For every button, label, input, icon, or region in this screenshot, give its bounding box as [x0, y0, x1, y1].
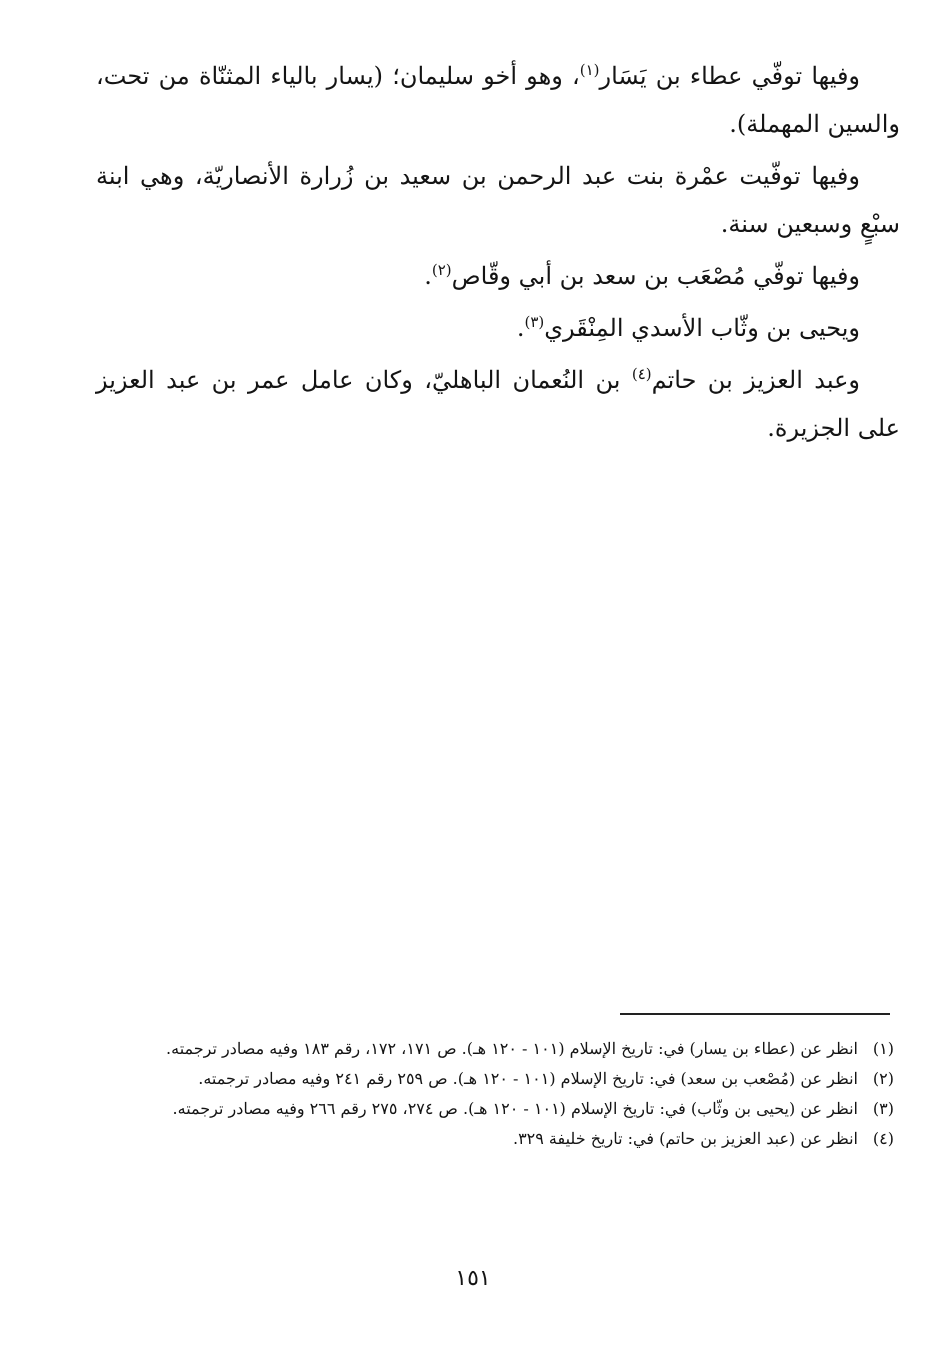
- footnote-reference-3[interactable]: (٣): [524, 313, 545, 331]
- footnote-number: (٤): [872, 1129, 894, 1148]
- footnote-1: [86, 1034, 894, 1064]
- paragraph-text: .: [424, 262, 432, 290]
- footnote-3: [86, 1094, 894, 1124]
- paragraph-yahya-ibn-wathab: [96, 304, 900, 352]
- footnote-text: انظر عن (عطاء بن يسار) في: تاريخ الإسلام (١٠١ - ١٢٠ هـ). ص ١٧١، ١٧٢، رقم ١٨٣ وفيه مصادر ترجمته.: [166, 1039, 858, 1058]
- paragraph-text: وفيها توفّي مُصْعَب بن سعد بن أبي وقّاص: [451, 262, 860, 290]
- footnote-text: انظر عن (عبد العزيز بن حاتم) في: تاريخ خليفة ٣٢٩.: [512, 1129, 858, 1148]
- footnote-reference-1[interactable]: (١): [579, 61, 600, 79]
- paragraph-abd-al-aziz-ibn-hatim: [96, 356, 900, 452]
- footnote-4: [86, 1124, 894, 1154]
- paragraph-musab-ibn-saad: [96, 252, 900, 300]
- paragraph-text: وعبد العزيز بن حاتم: [651, 366, 860, 394]
- footnote-separator: [620, 1013, 890, 1015]
- paragraph-amra-bint-abd-al-rahman: [96, 152, 900, 248]
- footnote-reference-4[interactable]: (٤): [631, 365, 652, 383]
- footnote-number: (١): [872, 1039, 894, 1058]
- paragraph-text: ، وهو أخو سليمان؛ (يسار بالياء المثنّاة من تحت، والسين المهملة).: [96, 62, 900, 138]
- paragraph-text: بن النُعمان الباهليّ، وكان عامل عمر بن عبد العزيز على الجزيرة.: [96, 366, 900, 442]
- main-text: [96, 52, 900, 456]
- paragraph-text: وفيها توفّيت عمْرة بنت عبد الرحمن بن سعيد بن زُرارة الأنصاريّة، وهي ابنة سبْعٍ وسبعين سنة.: [96, 162, 900, 238]
- footnote-number: (٢): [872, 1069, 894, 1088]
- paragraph-text: ويحيى بن وثّاب الأسدي المِنْقَري: [544, 314, 860, 342]
- page-number: ١٥١: [455, 1266, 491, 1291]
- paragraph-text: وفيها توفّي عطاء بن يَسَار: [599, 62, 860, 90]
- paragraph-text: .: [516, 314, 525, 342]
- footnote-2: [86, 1064, 894, 1094]
- footnote-number: (٣): [872, 1099, 894, 1118]
- footnote-text: انظر عن (مُصْعب بن سعد) في: تاريخ الإسلام (١٠١ - ١٢٠ هـ). ص ٢٥٩ رقم ٢٤١ وفيه مصادر ترجمته.: [198, 1069, 858, 1088]
- paragraph-ata-ibn-yasar: [96, 52, 900, 148]
- footnote-text: انظر عن (يحيى بن وثّاب) في: تاريخ الإسلام (١٠١ - ١٢٠ هـ). ص ٢٧٤، ٢٧٥ رقم ٢٦٦ وفيه مصادر ترجمته.: [172, 1099, 858, 1118]
- footnote-reference-2[interactable]: (٢): [431, 261, 452, 279]
- footnotes: [86, 1034, 894, 1154]
